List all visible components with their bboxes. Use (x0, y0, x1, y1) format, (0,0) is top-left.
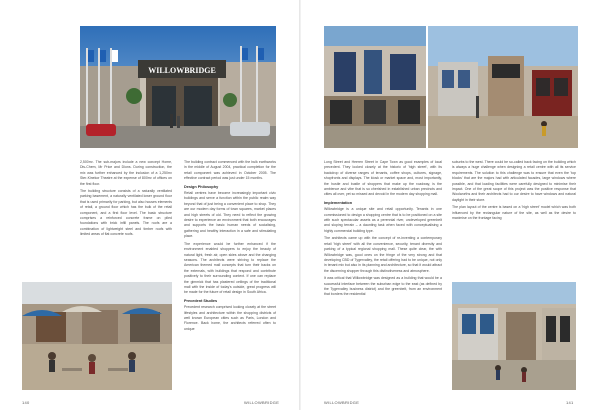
heading-implementation: Implementation (324, 200, 353, 205)
left-column-2 (184, 160, 276, 334)
paragraph: Willowbridge is a unique site and retail opportunity. Tenants in one commissioned to design a shopping centre that is to be positioned on a site with such spectacular assets as a perennial river, undeveloped greenbelt and sloping terrain – a daunting task when faced with conceptualising a highly commercial building type. (324, 207, 442, 233)
left-footer-page-number: 140 (22, 400, 30, 405)
heading-design-philosophy: Design Philosophy (184, 184, 219, 189)
paragraph: suburbs to the west. There could be so-called back facing on the building which is always a huge challenge when designing a retail centre with all its service requirements. The solution to this challenge was to ensure that even the 'top blocks' that are the majors had with articulated facades, large windows where possible, and that loading facilities were carefully designed to minimise their impact. One of the great scope of this project was the positive response that Woolworths and their architects had to our desire to have windows and natural daylight in their store. (452, 160, 576, 202)
paragraph: The building contract commenced with the bulk earthworks in the middle of August 2004, practical completion for the retail component was achieved in October 2005. The effective contract period was just under 15 months. (184, 160, 276, 181)
paragraph: The experience would be further enhanced if the environment enabled shoppers to enjoy the beauty of natural light, fresh air, open skies above and the changing seasons. The architects were striving to replace the American themed mall concepts that turn their backs on the externals, with buildings that respond and contribute positively to their surrounding context. If one can replace the gimmick that has plastered ceilings of the traditional mall with the inside of today's outside, great progress will be made for the future of retail design in South Africa. (184, 241, 276, 295)
courtyard-illustration (22, 282, 172, 390)
walkway-illustration (452, 282, 576, 390)
paragraph: It was critical that Willowbridge was designed as a building that would be a successful interface between the suburban edge to the east (as defined by the Tygervalley business district) and the greenbelt, from an environment that borders the residential (324, 276, 442, 297)
street-illustration (428, 26, 578, 148)
heading-precedent-studies: Precedent Studies (184, 298, 218, 303)
right-footer-title: WILLOWBRIDGE (324, 400, 360, 405)
storefront-illustration (324, 26, 426, 148)
paragraph: The plan layout of the centre is based on a 'high street' model which was both influenced by the rectangular nature of the site, as well as the desire to maximise on the frontage facing (452, 205, 576, 221)
street-corner-photo (428, 26, 578, 148)
paragraph: Precedent research comprised looking closely at the street lifestyles and architecture within the shopping districts of well known European cities such as Paris, London and Florence. Back home, the architects referred often to unique (184, 305, 276, 331)
paragraph: Retail centres have become increasingly important civic buildings and serve a function within the public realm way beyond that of just being a convenient place to shop. They are our modern day forms of town squares, market places and high streets of old. They need to reflect the growing desire to experience an environment that both encourages and supports the basic human needs of socialising, gathering and healthy interaction in a safe and stimulating place. (184, 191, 276, 239)
paragraph: The architects came up with the concept of re-inventing a contemporary retail 'high street' with all the convenience, security, tenant diversity and parking of a typical regional shopping mall. These quite clear, the with Willowbridge was, good ones on the fringe of the very strong and that developing CBD of Tygervalley, the retail offering had to be unique, not only in tenant mix but also in its planning and architecture, so that it would attract the discerning shopper through this distinctiveness and atmosphere. (324, 236, 442, 273)
walkway-photo (452, 282, 576, 390)
storefront-photo (324, 26, 426, 148)
right-footer-page-number: 141 (566, 400, 574, 405)
courtyard-seating-photo (22, 282, 172, 390)
right-column-2 (452, 160, 576, 223)
right-column-1 (324, 160, 442, 300)
willowbridge-entrance-photo (80, 26, 276, 148)
paragraph: Long Street and Heeren Street in Cape Town as good examples of local precedent. They looked closely at the historic of 'high street', with its backdrop of diverse ranges of tenants, coffee shops, cultures, signage, shopfronts and displays. The kiosk or market space and, most importantly, the hustle and bustle of shoppers that make up the roadway, is the ambience and vibe that is so cherished in established urban precincts and cities all over, yet so missed and devoid in the modern day shopping mall. (324, 160, 442, 197)
page-gutter (299, 0, 301, 410)
paragraph: 2,500m². The sub-majors include a new concept Home, Dis-Chem, Mr Price and Dions. During construction, the mix was further enhanced by the inclusion of a 1,250m² Ster-Kinekor Theatre at the expense of 800m² of offices on the first floor. (80, 160, 172, 186)
left-footer-title: WILLOWBRIDGE (244, 400, 280, 405)
paragraph: The building structure consists of a naturally ventilated parking basement, a naturally ventilated lower ground floor that is used primarily for parking, but also houses elements of retail, a ground floor which has the bulk of the retail component, and a first floor level. The basic structure comprises a reinforced concrete frame on piled foundations with brick infill panels. The roofs are a combination of lightweight steel and timber roofs with limited areas of flat concrete roofs. (80, 189, 172, 237)
sign-text: WILLOWBRIDGE (148, 66, 216, 75)
left-column-1 (80, 160, 172, 240)
entrance-illustration (80, 26, 276, 148)
